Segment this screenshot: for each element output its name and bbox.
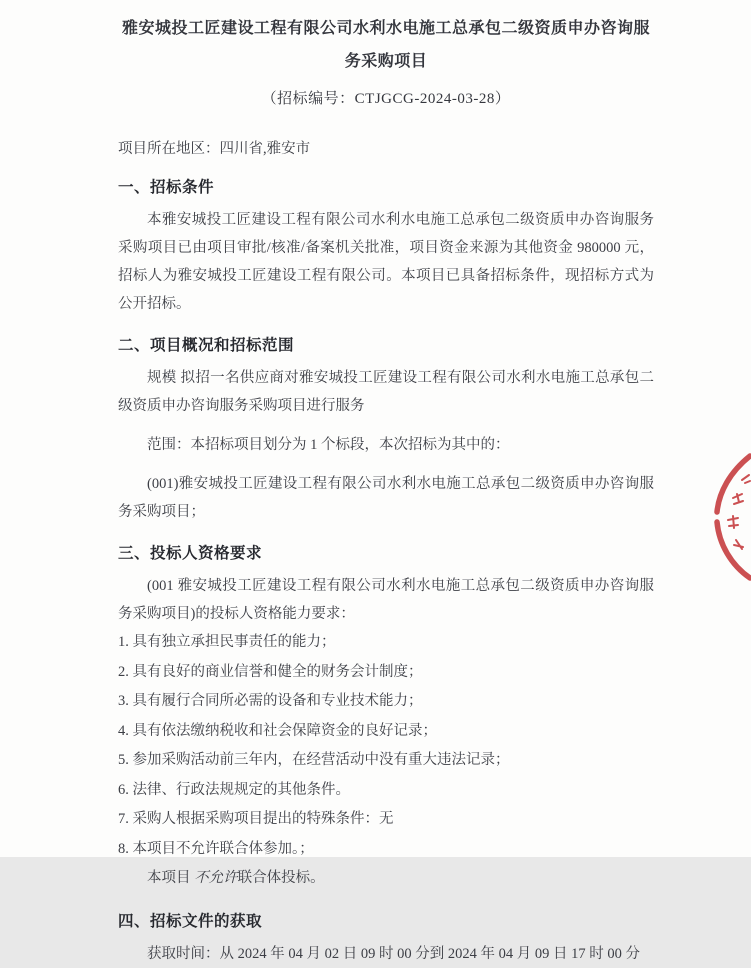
project-location-line: 项目所在地区：四川省,雅安市 xyxy=(118,141,311,157)
requirement-item-8: 8. 本项目不允许联合体参加。； xyxy=(118,840,314,857)
section-4-obtain-time-line: 获取时间：从 2024 年 04 月 02 日 09 时 00 分到 2024 年 04 月 09 日 17 时 00 分 xyxy=(147,945,640,962)
requirement-item-3: 3. 具有履行合同所必需的设备和专业技术能力； xyxy=(118,693,423,709)
section-1-heading: 一、招标条件 xyxy=(118,179,215,196)
official-red-seal-icon xyxy=(706,450,751,585)
section-2-heading: 二、项目概况和招标范围 xyxy=(118,337,295,354)
requirement-item-4: 4. 具有依法缴纳税收和社会保障资金的良好记录； xyxy=(118,722,437,739)
joint-bid-note-emphasis: 不允许 xyxy=(194,870,238,886)
section-1-body: 本雅安城投工匠建设工程有限公司水利水电施工总承包二级资质申办咨询服务采购项目已由项目审批/核准/备案机关批准，项目资金来源为其他资金 980000 元，招标人为雅安城投工匠建设工程有限公司。本项目已具备招标条件，现招标方式为公开招标。 xyxy=(118,212,654,312)
section-2-scale-line: 规模 拟招一名供应商对雅安城投工匠建设工程有限公司水利水电施工总承包二级资质申办咨询服务采购项目进行服务 xyxy=(118,370,654,414)
requirement-item-1: 1. 具有独立承担民事责任的能力； xyxy=(118,634,336,650)
section-2-lot-line: (001)雅安城投工匠建设工程有限公司水利水电施工总承包二级资质申办咨询服务采购项目； xyxy=(118,476,654,520)
requirement-item-2: 2. 具有良好的商业信誉和健全的财务会计制度； xyxy=(118,663,423,680)
joint-bid-note xyxy=(118,864,654,894)
section-3-heading: 三、投标人资格要求 xyxy=(118,545,263,562)
section-2-scope-line: 范围：本招标项目划分为 1 个标段，本次招标为其中的： xyxy=(147,437,510,453)
requirement-item-6: 6. 法律、行政法规规定的其他条件。 xyxy=(118,781,350,798)
section-3-intro: (001 雅安城投工匠建设工程有限公司水利水电施工总承包二级资质申办咨询服务采购项目)的投标人资格能力要求： xyxy=(118,578,654,622)
requirement-item-7: 7. 采购人根据采购项目提出的特殊条件：无 xyxy=(118,811,394,827)
document-title: 雅安城投工匠建设工程有限公司水利水电施工总承包二级资质申办咨询服务采购项目 xyxy=(121,20,650,70)
bid-number-line: （招标编号：CTJGCG-2024-03-28） xyxy=(261,91,511,107)
requirement-item-5: 5. 参加采购活动前三年内，在经营活动中没有重大违法记录； xyxy=(118,752,510,768)
joint-bid-note-suffix: 联合体投标。 xyxy=(237,870,325,886)
section-4-heading: 四、招标文件的获取 xyxy=(118,912,263,930)
joint-bid-note-prefix: 本项目 xyxy=(147,870,195,886)
document-content xyxy=(118,12,654,968)
